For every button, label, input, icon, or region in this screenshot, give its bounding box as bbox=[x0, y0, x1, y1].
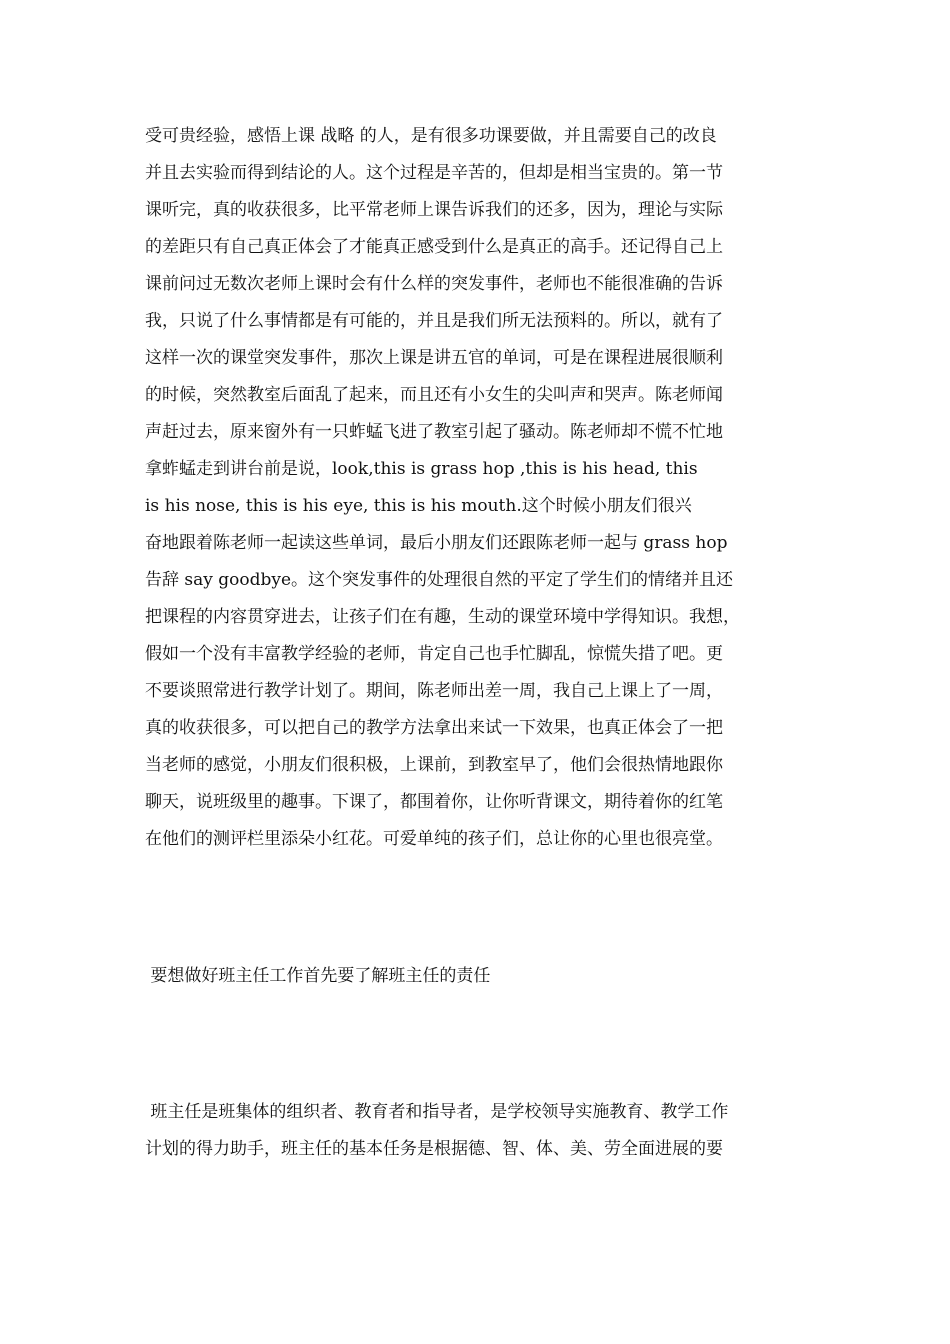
paragraph-1-line-20: 在他们的测评栏里添朵小红花。可爱单纯的孩子们，总让你的心里也很亮堂。 bbox=[145, 829, 723, 849]
paragraph-1-line-8: 的时候，突然教室后面乱了起来，而且还有小女生的尖叫声和哭声。陈老师闻 bbox=[145, 385, 723, 405]
paragraph-1-line-10: 拿蚱蜢走到讲台前是说，look,this is grass hop ,this is his head, this bbox=[145, 459, 698, 479]
section-heading: 要想做好班主任工作首先要了解班主任的责任 bbox=[145, 966, 491, 986]
paragraph-1-line-5: 课前问过无数次老师上课时会有什么样的突发事件，老师也不能很准确的告诉 bbox=[145, 274, 723, 294]
paragraph-1-line-7: 这样一次的课堂突发事件，那次上课是讲五官的单词，可是在课程进展很顺利 bbox=[145, 348, 723, 368]
paragraph-1-line-9: 声赶过去，原来窗外有一只蚱蜢飞进了教室引起了骚动。陈老师却不慌不忙地 bbox=[145, 422, 723, 442]
paragraph-1-line-1: 受可贵经验，感悟上课 战略 的人，是有很多功课要做，并且需要自己的改良 bbox=[145, 126, 717, 146]
paragraph-1-line-16: 不要谈照常进行教学计划了。期间，陈老师出差一周，我自己上课上了一周， bbox=[145, 681, 723, 701]
paragraph-1-line-4: 的差距只有自己真正体会了才能真正感受到什么是真正的高手。还记得自己上 bbox=[145, 237, 723, 257]
paragraph-2-line-2: 计划的得力助手，班主任的基本任务是根据德、智、体、美、劳全面进展的要 bbox=[145, 1139, 723, 1159]
paragraph-2-line-1: 班主任是班集体的组织者、教育者和指导者，是学校领导实施教育、教学工作 bbox=[145, 1102, 729, 1122]
paragraph-1-line-6: 我，只说了什么事情都是有可能的，并且是我们所无法预料的。所以，就有了 bbox=[145, 311, 723, 331]
paragraph-1-line-13: 告辞 say goodbye。这个突发事件的处理很自然的平定了学生们的情绪并且还 bbox=[145, 570, 734, 590]
paragraph-1-line-12: 奋地跟着陈老师一起读这些单词，最后小朋友们还跟陈老师一起与 grass hop bbox=[145, 533, 728, 553]
paragraph-1-line-2: 并且去实验而得到结论的人。这个过程是辛苦的，但却是相当宝贵的。第一节 bbox=[145, 163, 723, 183]
paragraph-1-line-17: 真的收获很多，可以把自己的教学方法拿出来试一下效果，也真正体会了一把 bbox=[145, 718, 723, 738]
paragraph-1-line-14: 把课程的内容贯穿进去，让孩子们在有趣，生动的课堂环境中学得知识。我想， bbox=[145, 607, 740, 627]
paragraph-1-line-18: 当老师的感觉，小朋友们很积极，上课前，到教室早了，他们会很热情地跟你 bbox=[145, 755, 723, 775]
paragraph-1-line-19: 聊天，说班级里的趣事。下课了，都围着你，让你听背课文，期待着你的红笔 bbox=[145, 792, 723, 812]
paragraph-1-line-11: is his nose, this is his eye, this is his mouth.这个时候小朋友们很兴 bbox=[145, 496, 692, 516]
paragraph-1-line-3: 课听完，真的收获很多，比平常老师上课告诉我们的还多，因为，理论与实际 bbox=[145, 200, 723, 220]
paragraph-1-line-15: 假如一个没有丰富教学经验的老师，肯定自己也手忙脚乱，惊慌失措了吧。更 bbox=[145, 644, 723, 664]
